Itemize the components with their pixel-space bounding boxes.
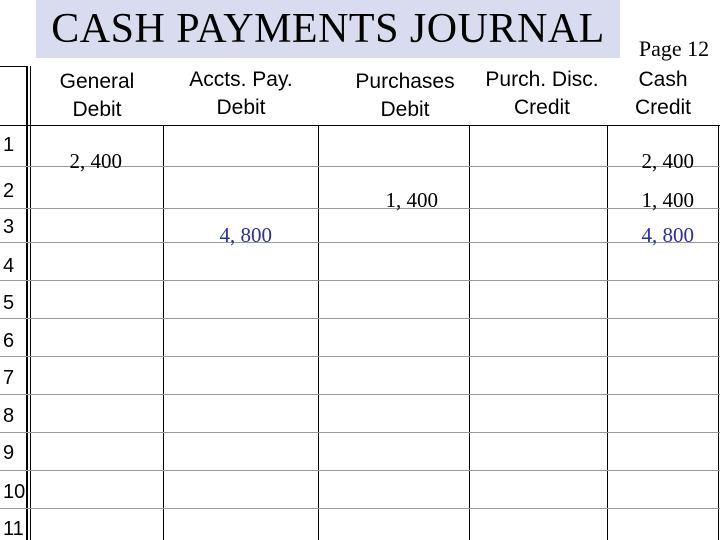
row-number: 4 — [3, 255, 15, 277]
row1-cash-credit: 2, 400 — [641, 149, 694, 173]
row-rule — [0, 280, 720, 281]
row3-cash-credit: 4, 800 — [641, 223, 694, 247]
row-number: 10 — [3, 481, 26, 503]
page-number: Page 12 — [638, 36, 710, 61]
header-accts-pay-debit: Accts. Pay. Debit — [189, 68, 293, 119]
row-rule — [0, 470, 720, 471]
row-number: 3 — [3, 216, 15, 238]
header-line-top — [0, 66, 28, 67]
row-number: 1 — [3, 134, 15, 156]
header-general-debit: General Debit — [59, 70, 135, 121]
row-rule — [0, 432, 720, 433]
row3-accts-pay-debit: 4, 800 — [219, 223, 272, 247]
row2-purchases-debit: 1, 400 — [385, 188, 438, 212]
row-number: 9 — [3, 442, 15, 464]
left-border-inner — [30, 66, 31, 540]
header-purch-disc-credit: Purch. Disc. Credit — [485, 68, 599, 119]
journal-title: CASH PAYMENTS JOURNAL — [51, 6, 605, 52]
right-border — [718, 125, 719, 540]
header-cash-credit: Cash Credit — [634, 68, 692, 119]
row-number: 5 — [3, 292, 15, 314]
row2-cash-credit: 1, 400 — [641, 188, 694, 212]
row-number: 7 — [3, 367, 15, 389]
row-number: 2 — [3, 180, 15, 202]
row1-general-debit: 2, 400 — [69, 149, 122, 173]
row-number: 6 — [3, 330, 15, 352]
row-rule — [0, 318, 720, 319]
header-purchases-debit: Purchases Debit — [355, 70, 455, 121]
divider-general-accts — [163, 125, 164, 540]
row-rule — [0, 394, 720, 395]
row-rule — [0, 356, 720, 357]
divider-accts-purchases — [318, 125, 319, 540]
row-number: 11 — [3, 518, 24, 540]
row-rule — [0, 508, 720, 509]
row-number: 8 — [3, 405, 15, 427]
divider-purchases-disc — [469, 125, 470, 540]
header-rule — [0, 125, 720, 126]
